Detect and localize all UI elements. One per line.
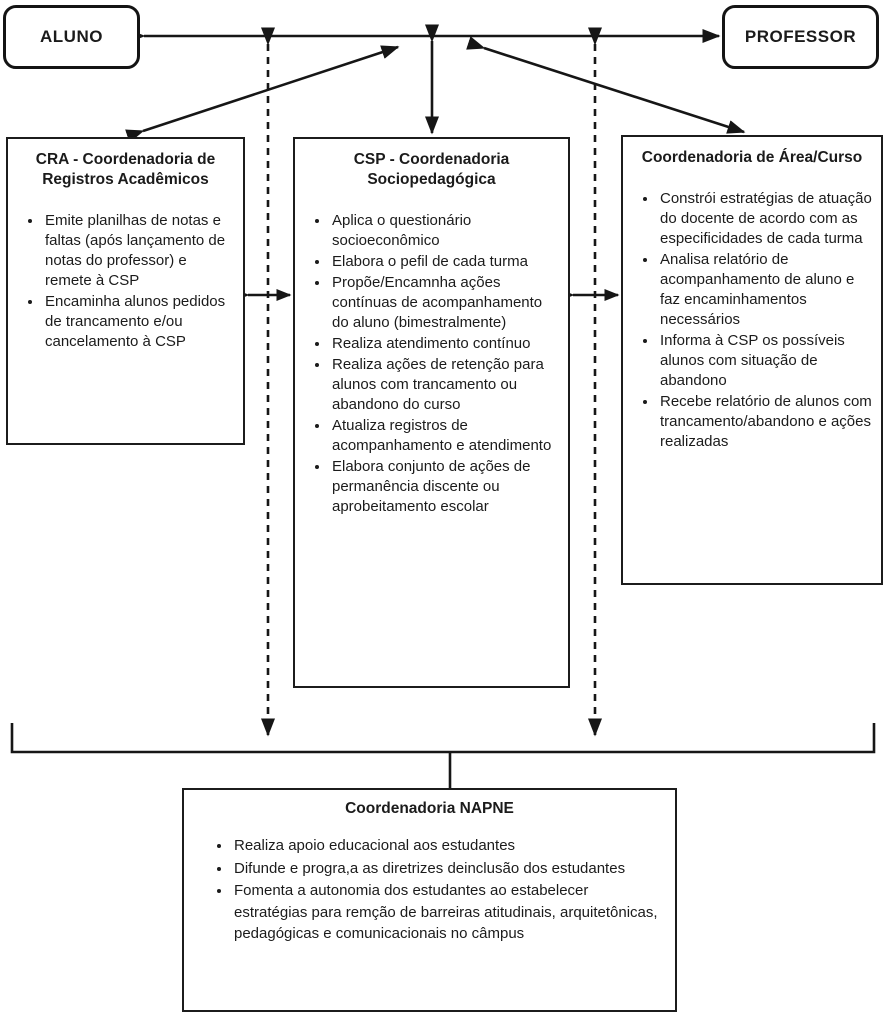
csp-item-list: [295, 211, 568, 517]
area-curso-item-list: [623, 189, 881, 452]
arrow-cra-topline: [143, 47, 398, 131]
bullet-item: • Encaminha alunos pedidos de trancamento e/ou cancelamento à CSP: [43, 292, 237, 352]
cra-node: [6, 137, 245, 445]
bullet-item: • Recebe relatório de alunos com trancamento/abandono e ações realizadas: [658, 392, 875, 452]
cra-title: CRA - Coordenadoria de Registros Acadêmicos: [35, 151, 216, 188]
cra-item-list: [8, 211, 243, 352]
csp-title: CSP - Coordenadoria Sociopedagógica: [353, 151, 510, 188]
aluno-node: [3, 5, 140, 69]
area-curso-node: [621, 135, 883, 585]
bullet-item: • Realiza ações de retenção para alunos com trancamento ou abandono do curso: [330, 355, 562, 415]
bullet-item: • Analisa relatório de acompanhamento de aluno e faz encaminhamentos necessários: [658, 250, 875, 330]
aluno-label: ALUNO: [40, 27, 103, 46]
napne-bracket: [12, 723, 874, 752]
bullet-item: • Elabora o pefil de cada turma: [330, 252, 562, 272]
professor-node: [722, 5, 879, 69]
bullet-item: • Realiza atendimento contínuo: [330, 334, 562, 354]
bullet-item: • Fomenta a autonomia dos estudantes ao estabelecer estratégias para remção de barreiras atitudinais, arquitetônicas, pedagógicas e comunicacionais no câmpus: [232, 880, 661, 945]
bullet-item: • Emite planilhas de notas e faltas (após lançamento de notas do professor) e remete à CSP: [43, 211, 237, 291]
napne-item-list: [184, 835, 675, 945]
bullet-item: • Difunde e progra,a as diretrizes deinclusão dos estudantes: [232, 858, 661, 880]
bullet-item: • Informa à CSP os possíveis alunos com situação de abandono: [658, 331, 875, 391]
napne-title: Coordenadoria NAPNE: [345, 800, 514, 817]
professor-label: PROFESSOR: [744, 27, 857, 46]
bullet-item: • Atualiza registros de acompanhamento e atendimento: [330, 416, 562, 456]
bullet-item: • Propõe/Encamnha ações contínuas de acompanhamento do aluno (bimestralmente): [330, 273, 562, 333]
arrow-area-topline: [484, 48, 744, 132]
bullet-item: • Constrói estratégias de atuação do docente de acordo com as especificidades de cada turma: [658, 189, 875, 249]
csp-node: [293, 137, 570, 688]
area-curso-title: Coordenadoria de Área/Curso: [641, 149, 863, 166]
bullet-item: • Elabora conjunto de ações de permanência discente ou aprobeitamento escolar: [330, 457, 562, 517]
napne-node: [182, 788, 677, 1012]
bullet-item: • Realiza apoio educacional aos estudantes: [232, 835, 661, 857]
bullet-item: • Aplica o questionário socioeconômico: [330, 211, 562, 251]
